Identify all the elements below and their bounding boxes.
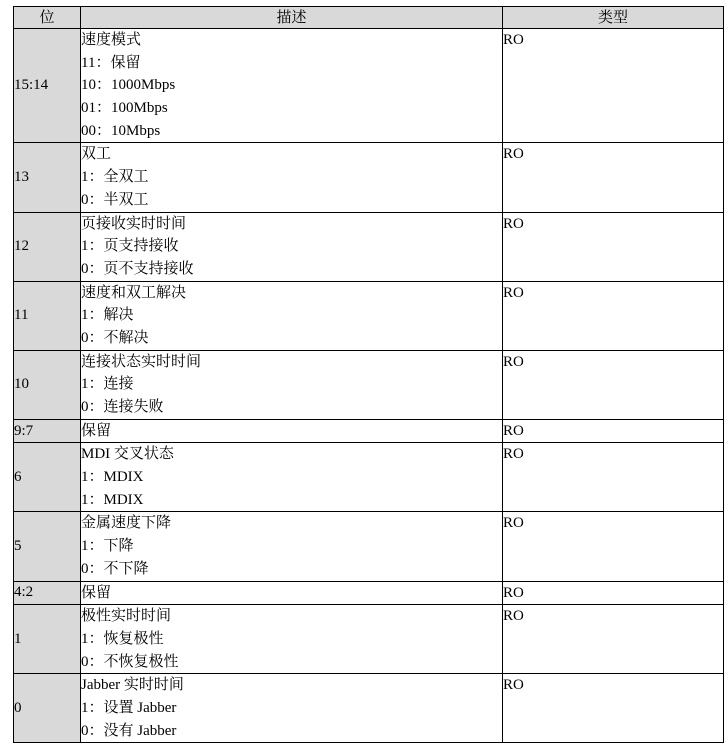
type-value: RO [503, 677, 524, 694]
type-value: RO [503, 584, 524, 601]
bit-cell: 0 [14, 674, 81, 743]
table-row [14, 29, 724, 143]
description-line: 10：1000Mbps [81, 77, 176, 94]
table-row [14, 212, 724, 281]
description-line: 1：MDIX [81, 491, 144, 508]
description-line: 1：设置 Jabber [81, 699, 177, 716]
description-cell [81, 281, 503, 350]
description-cell [81, 581, 503, 605]
table-row [14, 443, 724, 512]
description-line: 1：连接 [81, 376, 134, 393]
description-line: Jabber 实时时间 [81, 677, 184, 694]
table-row [14, 350, 724, 419]
description-cell [81, 674, 503, 743]
bit-cell: 5 [14, 512, 81, 581]
header-bit: 位 [14, 7, 81, 29]
table-body [14, 29, 724, 743]
description-line: 1：页支持接收 [81, 238, 179, 255]
type-value: RO [503, 608, 524, 625]
bit-cell: 11 [14, 281, 81, 350]
description-cell [81, 350, 503, 419]
type-cell [503, 674, 724, 743]
type-cell [503, 212, 724, 281]
type-value: RO [503, 422, 524, 439]
description-line: 保留 [81, 584, 112, 601]
description-cell [81, 212, 503, 281]
description-line: 速度模式 [81, 32, 142, 48]
description-line: 1：解决 [81, 307, 134, 324]
description-line: 0：不下降 [81, 560, 149, 577]
type-value: RO [503, 146, 524, 163]
type-value: RO [503, 215, 524, 232]
table-row [14, 605, 724, 674]
type-value: RO [503, 284, 524, 301]
description-line: 1：全双工 [81, 169, 149, 186]
type-cell [503, 350, 724, 419]
description-line: 0：不解决 [81, 329, 149, 346]
bit-cell: 12 [14, 212, 81, 281]
description-line: 01：100Mbps [81, 100, 168, 117]
type-cell [503, 281, 724, 350]
description-line: MDI 交叉状态 [81, 446, 174, 463]
type-value: RO [503, 32, 524, 48]
description-line: 0：没有 Jabber [81, 722, 177, 739]
table-row [14, 674, 724, 743]
description-cell [81, 143, 503, 212]
bit-cell: 6 [14, 443, 81, 512]
header-type: 类型 [503, 7, 724, 29]
bit-cell: 1 [14, 605, 81, 674]
description-line: 金属速度下降 [81, 515, 172, 532]
type-value: RO [503, 515, 524, 532]
header-row [14, 7, 724, 29]
bit-cell: 15:14 [14, 29, 81, 143]
description-line: 速度和双工解决 [81, 284, 187, 301]
description-line: 11：保留 [81, 54, 141, 71]
bit-cell: 13 [14, 143, 81, 212]
description-line: 双工 [81, 146, 112, 163]
type-cell [503, 419, 724, 443]
table-row [14, 419, 724, 443]
description-cell [81, 29, 503, 143]
type-cell [503, 581, 724, 605]
description-line: 极性实时时间 [81, 608, 172, 625]
bit-cell: 9:7 [14, 419, 81, 443]
description-cell [81, 605, 503, 674]
description-cell [81, 443, 503, 512]
bit-cell: 4:2 [14, 581, 81, 605]
description-line: 页接收实时时间 [81, 215, 187, 232]
table-row [14, 281, 724, 350]
description-line: 保留 [81, 422, 112, 439]
table-row [14, 512, 724, 581]
type-cell [503, 143, 724, 212]
description-line: 0：半双工 [81, 191, 149, 208]
table-row [14, 143, 724, 212]
description-line: 00：10Mbps [81, 122, 161, 139]
table-row [14, 581, 724, 605]
description-cell [81, 419, 503, 443]
description-line: 0：页不支持接收 [81, 260, 194, 277]
description-line: 1：恢复极性 [81, 630, 164, 647]
bit-cell: 10 [14, 350, 81, 419]
type-cell [503, 443, 724, 512]
description-cell [81, 512, 503, 581]
header-description: 描述 [81, 7, 503, 29]
description-line: 0：不恢复极性 [81, 653, 179, 670]
description-line: 0：连接失败 [81, 399, 164, 415]
type-cell [503, 29, 724, 143]
description-line: 1：下降 [81, 538, 134, 555]
description-line: 连接状态实时时间 [81, 353, 202, 370]
type-value: RO [503, 353, 524, 370]
description-line: 1：MDIX [81, 469, 144, 486]
type-cell [503, 512, 724, 581]
type-cell [503, 605, 724, 674]
type-value: RO [503, 446, 524, 463]
register-table [13, 6, 724, 743]
